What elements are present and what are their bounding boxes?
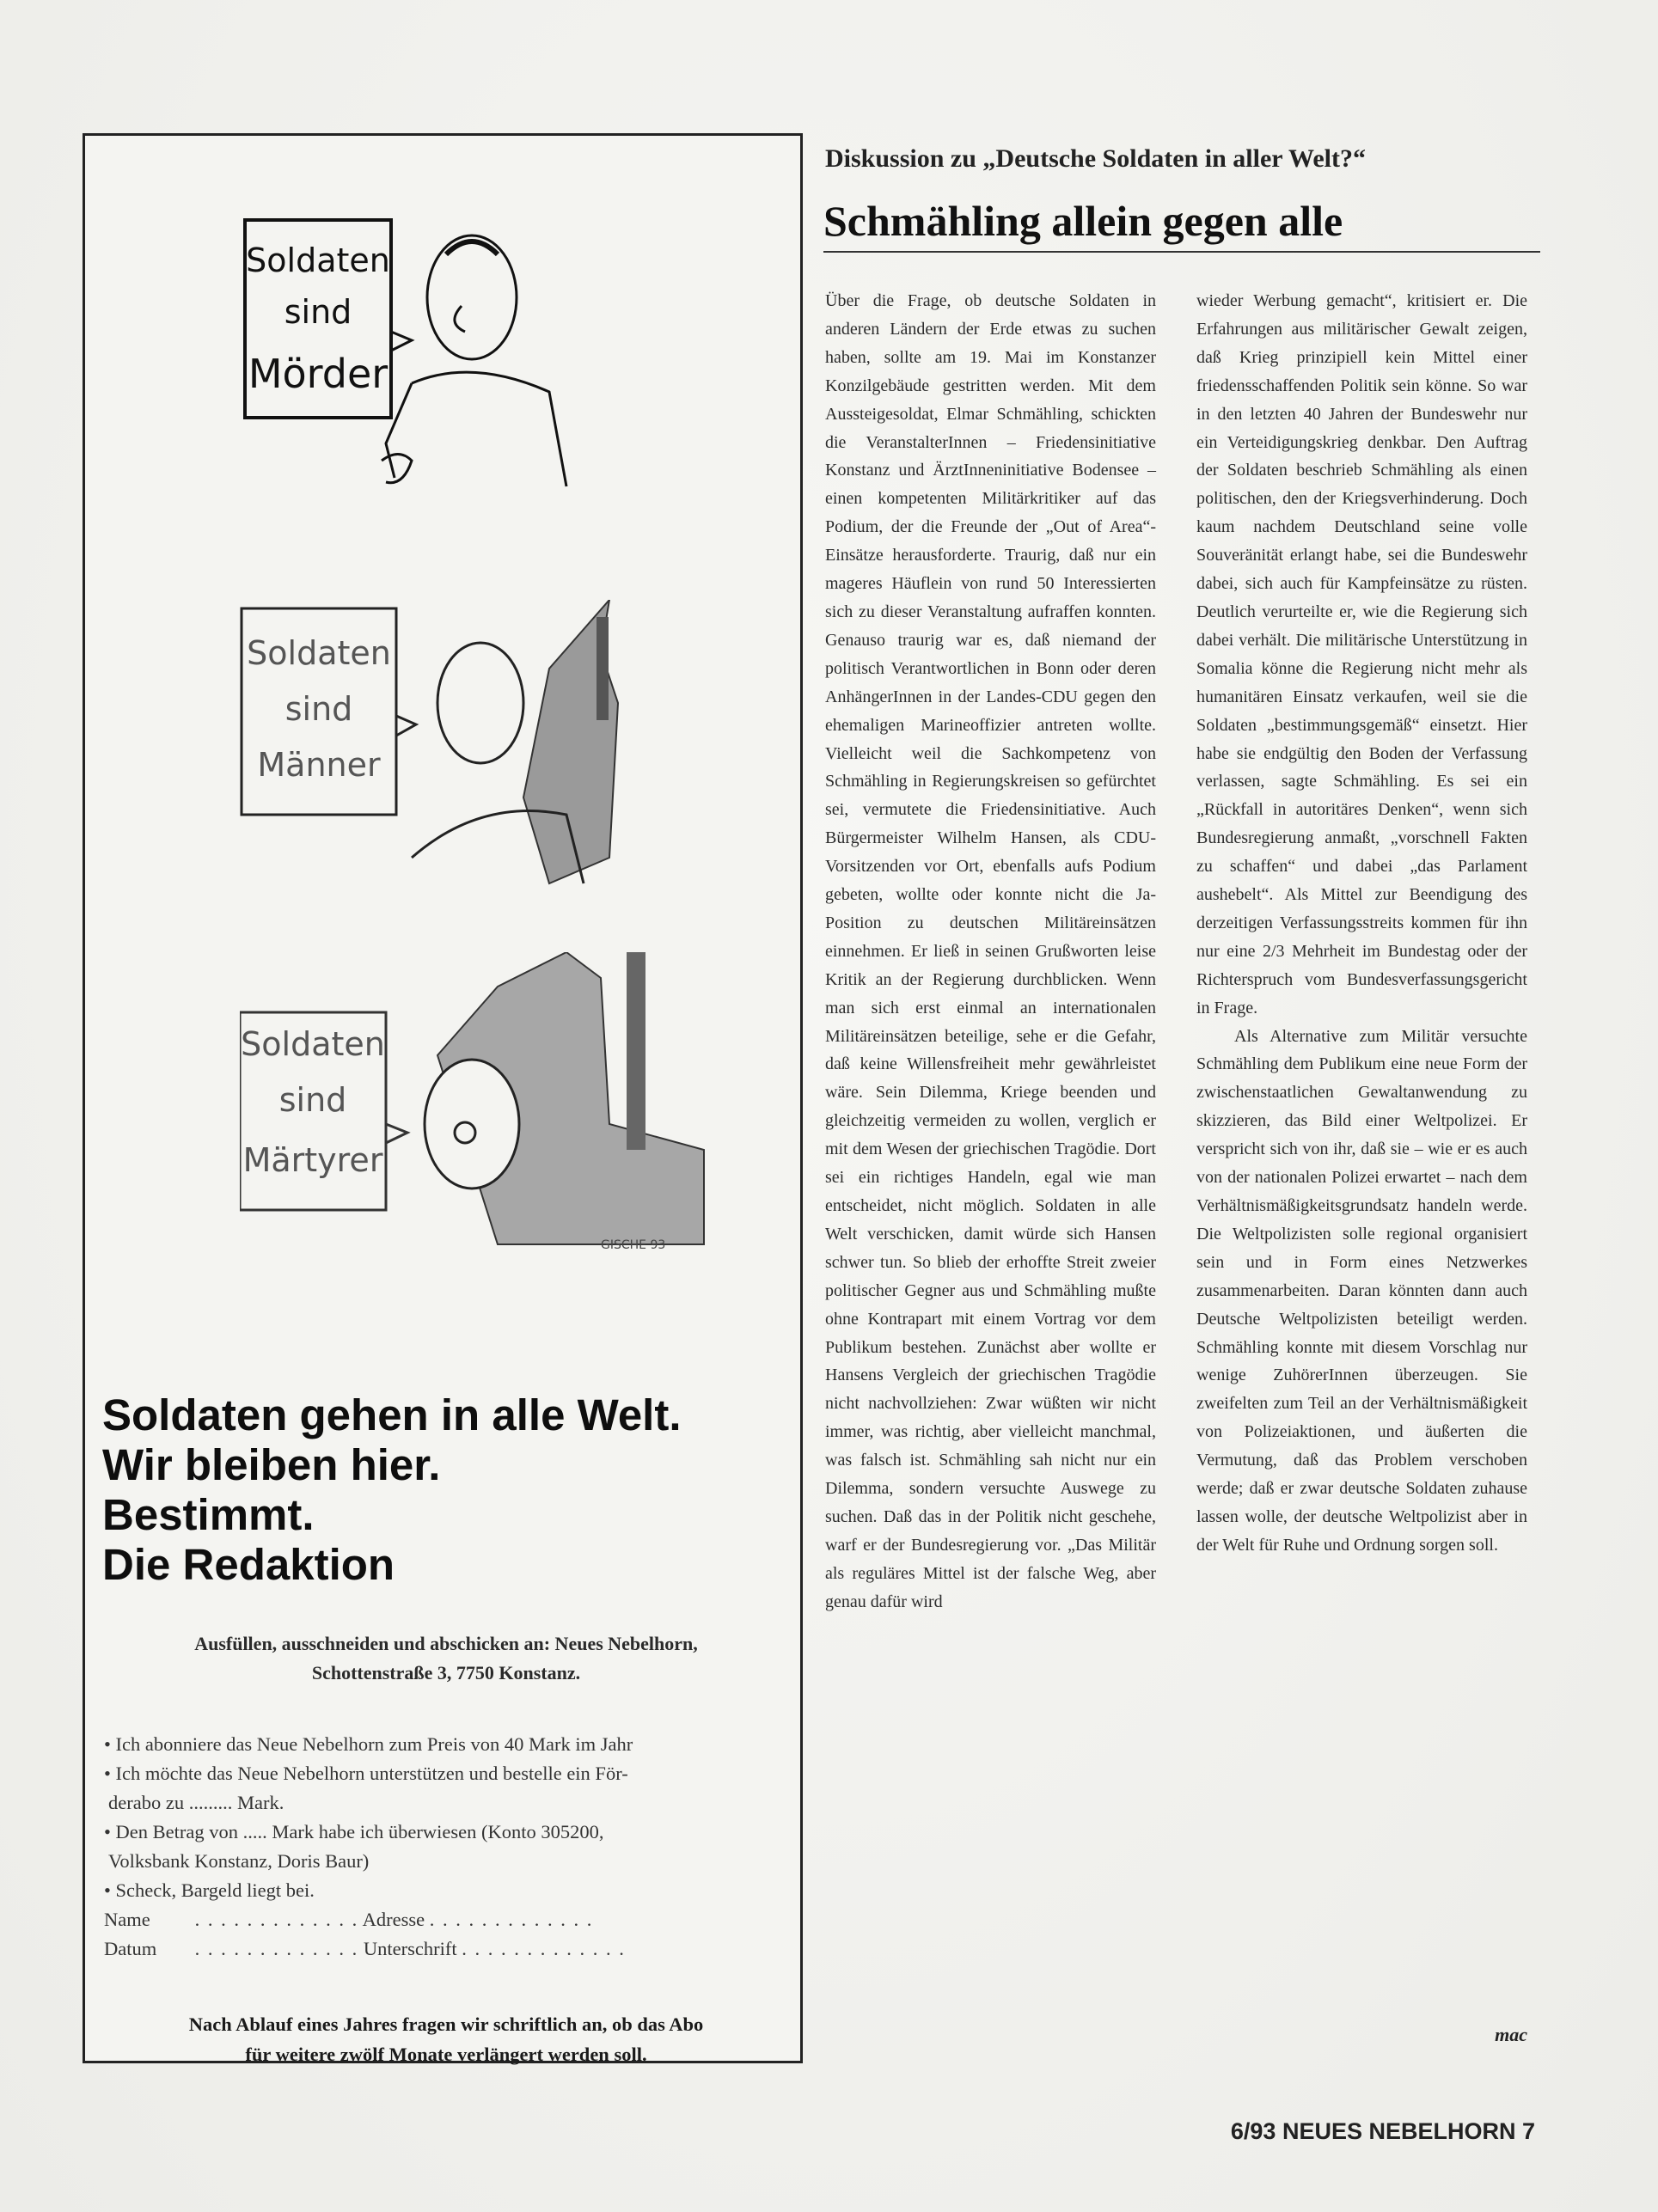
ad-headline-line: Die Redaktion [102,1540,395,1589]
order-footer-line: Nach Ablauf eines Jahres fragen wir schriftlich an, ob das Abo [188,2013,704,2035]
date-label: Datum [104,1938,157,1959]
cartoon-drawing-1 [240,203,721,512]
headline-rule [823,251,1540,253]
sign-line-3: Märtyrer [242,1141,383,1179]
date-field[interactable]: . . . . . . . . . . . . . [194,1938,359,1959]
article-paragraph: Als Alternative zum Militär versuchte Schmähling dem Publikum eine neue Form der zwischenstaatlichen Gewaltanwendung zu skizzieren, das Bild einer Weltpolizei. Er verspricht sich von ihr, daß sie – wie er es auch von der nationalen Polizei erwartet – nach dem Verhältnismäßigkeitsgrundsatz handeln werde. Die Weltpolizisten solle regional organisiert sein und in Form eines Netzwerkes zusammenarbeiten. Daran könnten dann auch Deutsche Weltpolizisten beteiligt werden. Schmähling konnte mit diesem Vorschlag nur wenige ZuhörerInnen überzeugen. Sie zweifelten zum Teil an der Verhältnismäßigkeit von Polizeiaktionen, und äußerten die Vermutung, daß das Problem verschoben werde; daß er zwar deutsche Soldaten zuhause lassen wolle, der deutsche Weltpolizist aber in der Welt für Ruhe und Ordnung sorgen soll. [1196,1026,1527,1555]
article-column-1 [825,287,1156,1616]
sign-line-2: sind [284,293,352,331]
option-support-cont: derabo zu ......... Mark. [108,1792,284,1813]
order-form [104,1730,783,1964]
name-field[interactable]: . . . . . . . . . . . . . [194,1909,359,1930]
form-row-date [104,1934,783,1964]
article-kicker: Diskussion zu „Deutsche Soldaten in aller Welt?“ [825,144,1366,173]
sign-line-2: sind [284,690,353,728]
article-paragraph: wieder Werbung gemacht“, kritisiert er. Die Erfahrungen aus militärischer Gewalt zeigen, daß Krieg prinzipiell kein Mittel einer friedensschaffenden Politik sein könne. So war in den letzten 40 Jahren der Bundeswehr nur ein Verteidigungskrieg denkbar. Den Auftrag der Soldaten beschrieb Schmähling als einen politischen, den der Kriegsverhinderung. Doch kaum nachdem Deutschland seine volle Souveränität erlangt habe, sei die Bundeswehr dabei, sich auch für Kampfeinsätze zu rüsten. Deutlich verurteilte er, wie die Regierung sich dabei verhält. Die militärische Unterstützung in Somalia könne die Regierung nicht mehr als humanitären Einsatz verkaufen, weil sie die Soldaten „bestimmungsgemäß“ einsetzt. Hier habe sie endgültig den Boden der Verfassung verlassen, sagte Schmähling. Es sei ein „Rückfall in autoritäres Denken“, wenn sich Bundesregierung anmaßt, „vorschnell Fakten zu schaffen“ und dabei „das Parlament aushebelt“. Als Mittel zur Beendigung des derzeitigen Verfassungsstreits kommen für ihn nur eine 2/3 Mehrheit im Bundestag oder der Richterspruch vom Bundesverfassungsgericht in Frage. [1196,291,1527,1017]
article-headline: Schmähling allein gegen alle [823,197,1343,245]
ad-headline [102,1390,790,1590]
ad-headline-line: Soldaten gehen in alle Welt. [102,1390,682,1439]
signature-field[interactable]: . . . . . . . . . . . . . [462,1938,626,1959]
order-footer-line: für weitere zwölf Monate verlängert werden soll. [245,2044,647,2065]
cartoon-soldier-3 [240,952,721,1262]
signature-label: Unterschrift [363,1938,457,1959]
order-instructions-line: Ausfüllen, ausschneiden und abschicken an: Neues Nebelhorn, [194,1633,698,1654]
sign-line-1: Soldaten [247,634,391,672]
artist-signature: GISCHE 93 [601,1238,666,1252]
option-transfer-cont: Volksbank Konstanz, Doris Baur) [108,1850,370,1872]
cartoon-soldier-1 [240,203,721,512]
option-subscribe[interactable]: • Ich abonniere das Neue Nebelhorn zum Preis von 40 Mark im Jahr [104,1733,633,1755]
option-transfer[interactable]: • Den Betrag von ..... Mark habe ich überwiesen (Konto 305200, [104,1821,604,1842]
order-instructions-line: Schottenstraße 3, 7750 Konstanz. [311,1662,581,1683]
sign-line-3: Mörder [248,351,388,397]
cartoon-soldier-2 [240,600,721,909]
option-support[interactable]: • Ich möchte das Neue Nebelhorn unterstützen und bestelle ein För- [104,1763,628,1784]
advertisement-box [83,133,803,2063]
order-footer [102,2009,790,2069]
sign-line-2: sind [278,1081,347,1119]
ad-headline-line: Wir bleiben hier. [102,1440,441,1489]
cartoon-drawing-2 [240,600,721,909]
sign-line-1: Soldaten [246,241,390,279]
page-folio: 6/93 NEUES NEBELHORN 7 [1230,2118,1535,2144]
form-row-name [104,1905,783,1934]
cartoon-drawing-3 [240,952,721,1262]
author-signature: mac [1495,2024,1527,2045]
sign-line-3: Männer [257,746,381,784]
ad-headline-line: Bestimmt. [102,1490,315,1539]
address-field[interactable]: . . . . . . . . . . . . . [429,1909,594,1930]
article-paragraph: Über die Frage, ob deutsche Soldaten in anderen Ländern der Erde etwas zu suchen haben, sollte am 19. Mai im Konstanzer Konzilgebäude gestritten werden. Mit dem Aussteigesoldat, Elmar Schmähling, schickten die VeranstalterInnen – Friedensinitiative Konstanz und ÄrztInneninitiative Bodensee – einen kompetenten Militärkritiker auf das Podium, der die Freunde der „Out of Area“-Einsätze herausforderte. Traurig, daß nur ein mageres Häuflein von rund 50 Interessierten sich zu dieser Veranstaltung aufraffen konnten. Genauso traurig war es, daß niemand der politisch Verantwortlichen in Bonn oder deren AnhängerInnen in der Landes-CDU gegen den ehemaligen Marineoffizier antreten wollte. Vielleicht weil die Sachkompetenz von Schmähling in Regierungskreisen so gefürchtet sei, vermutete die Friedensinitiative. Auch Bürgermeister Wilhelm Hansen, als CDU-Vorsitzenden vor Ort, ebenfalls aufs Podium gebeten, wollte oder konnte nicht die Ja-Position zu deutschen Militäreinsätzen einnehmen. Er ließ in seinen Grußworten leise Kritik an der Regierung durchblicken. Wenn man sich erst einmal an internationalen Militäreinsätzen beteilige, sehe er die Gefahr, daß keine Willensfreiheit mehr gewährleistet wäre. Sein Dilemma, Kriege beenden und gleichzeitig vermeiden zu wollen, verglich er mit dem Wesen der griechischen Tragödie. Dort sei ein richtiges Handeln, egal wie man entscheidet, nicht möglich. Soldaten in alle Welt verschicken, damit würde sich Hansen schwer tun. So blieb der erhoffte Streit zweier politischer Gegner aus und Schmähling mußte ohne Kontrapart mit einem Vortrag vor dem Publikum bestehen. Zunächst aber wollte er Hansens Vergleich der griechischen Tragödie nicht nachvollziehen: Zwar wüßten wir nicht immer, was richtig, aber vielleicht manchmal, was falsch ist. Schmähling sah nicht nur ein Dilemma, sondern versuchte Auswege zu suchen. Daß das in der Politik nicht geschehe, warf er der Bundesregierung vor. „Das Militär als reguläres Mittel ist der falsche Weg, aber genau dafür wird [825,291,1156,1611]
article-column-2 [1196,287,1527,1560]
name-label: Name [104,1909,150,1930]
sign-line-1: Soldaten [241,1025,385,1063]
address-label: Adresse [362,1909,425,1930]
order-instructions [119,1629,773,1688]
option-cheque[interactable]: • Scheck, Bargeld liegt bei. [104,1879,315,1901]
